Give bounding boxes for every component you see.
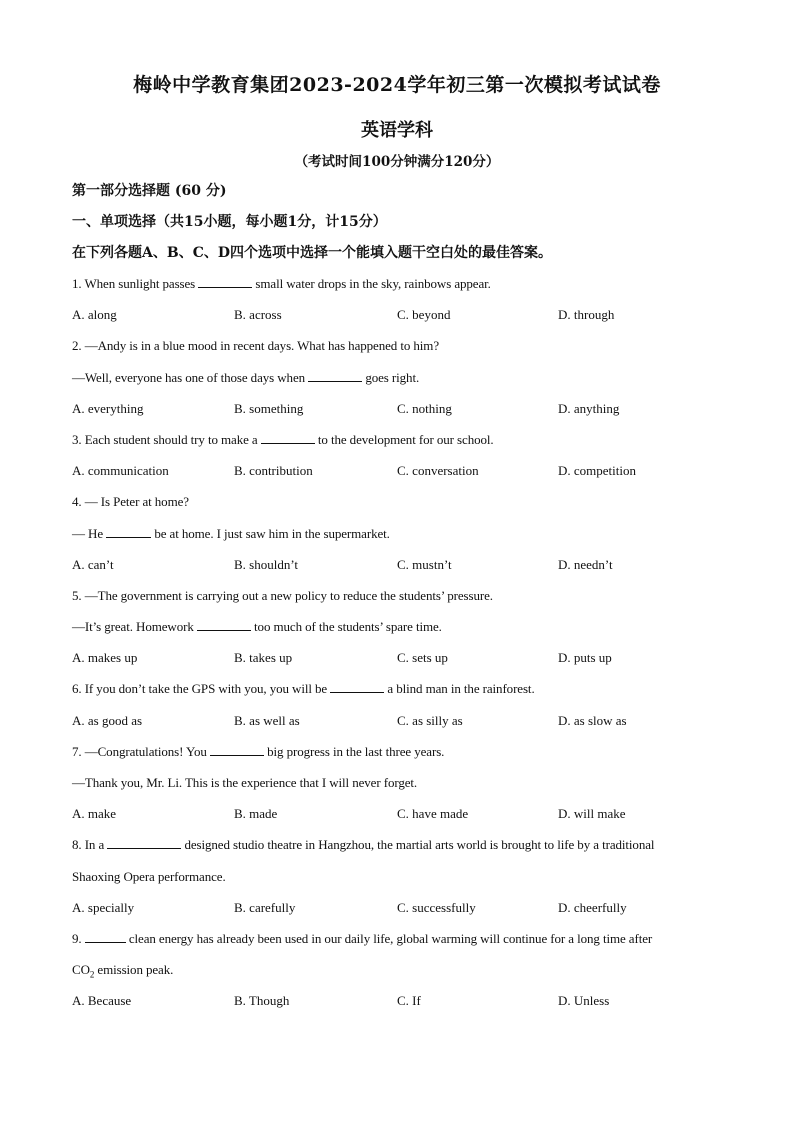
option-b[interactable]: B. shouldn’t — [234, 556, 299, 572]
question-2-response — [72, 368, 722, 399]
option-b[interactable]: B. as well as — [234, 712, 300, 728]
option-d[interactable]: D. Unless — [558, 993, 610, 1009]
stem-text: 3. Each student should try to make a — [72, 431, 261, 447]
option-d[interactable]: D. competition — [558, 463, 636, 479]
stem-text: too much of the students’ spare time. — [250, 619, 442, 635]
option-a[interactable]: A. communication — [72, 463, 169, 479]
question-2-stem: 2. —Andy is in a blue mood in recent days. What has happened to him? — [72, 338, 439, 354]
option-a[interactable]: A. along — [72, 307, 117, 323]
question-8-stem — [72, 835, 722, 866]
answer-blank — [107, 836, 181, 849]
stem-text: emission peak. — [94, 962, 174, 978]
question-5-options — [72, 648, 722, 679]
option-d[interactable]: D. anything — [558, 400, 620, 416]
stem-text: to the development for our school. — [314, 431, 494, 447]
question-4-stem: 4. — Is Peter at home? — [72, 494, 189, 510]
question-5-stem: 5. —The government is carrying out a new policy to reduce the students’ pressure. — [72, 587, 493, 603]
option-a[interactable]: A. makes up — [72, 650, 138, 666]
option-b[interactable]: B. carefully — [234, 899, 296, 915]
option-b[interactable]: B. made — [234, 806, 278, 822]
answer-blank — [85, 930, 126, 943]
stem-text: goes right. — [362, 369, 420, 385]
option-c[interactable]: C. sets up — [397, 650, 448, 666]
question-9-stem — [72, 929, 722, 960]
answer-blank — [210, 743, 264, 756]
option-a[interactable]: A. make — [72, 806, 117, 822]
question-4-response — [72, 524, 722, 555]
option-d[interactable]: D. puts up — [558, 650, 612, 666]
question-2-options — [72, 399, 722, 430]
option-a[interactable]: A. Because — [72, 993, 132, 1009]
option-c[interactable]: C. If — [397, 993, 421, 1009]
option-b[interactable]: B. Though — [234, 993, 290, 1009]
question-7-response: —Thank you, Mr. Li. This is the experience that I will never forget. — [72, 775, 418, 790]
option-a[interactable]: A. everything — [72, 400, 144, 416]
option-a[interactable]: A. can’t — [72, 556, 114, 572]
stem-text: clean energy has already been used in our daily life, global warming will continue for a long time after — [125, 930, 653, 946]
stem-text: —It’s great. Homework — [72, 619, 197, 635]
option-b[interactable]: B. takes up — [234, 650, 293, 666]
stem-text: a blind man in the rainforest. — [384, 681, 535, 697]
exam-content — [72, 181, 722, 1023]
section-heading: 一、单项选择（共15小题，每小题1分，计15分） — [72, 214, 387, 230]
answer-blank — [261, 431, 315, 444]
option-c[interactable]: C. mustn’t — [397, 556, 452, 572]
question-5-response — [72, 617, 722, 648]
stem-text: CO — [72, 962, 90, 978]
stem-text: designed studio theatre in Hangzhou, the martial arts world is brought to life by a traditional — [181, 837, 655, 853]
subscript-text: 2 — [89, 969, 95, 980]
question-1-stem — [72, 274, 722, 305]
option-c[interactable]: C. beyond — [397, 307, 451, 323]
answer-blank — [106, 525, 151, 538]
stem-text: be at home. I just saw him in the supermarket. — [151, 525, 390, 541]
option-c[interactable]: C. conversation — [397, 463, 479, 479]
exam-meta: （考试时间100分钟满分120分） — [294, 154, 500, 170]
option-d[interactable]: D. through — [558, 307, 615, 323]
question-8-options — [72, 898, 722, 929]
option-c[interactable]: C. have made — [397, 806, 469, 822]
option-c[interactable]: C. as silly as — [397, 712, 463, 728]
question-7-stem — [72, 742, 722, 773]
question-9-stem-cont — [72, 960, 722, 991]
option-a[interactable]: A. specially — [72, 899, 135, 915]
option-b[interactable]: B. across — [234, 307, 282, 323]
question-8-stem-cont: Shaoxing Opera performance. — [72, 868, 226, 884]
question-6-options — [72, 711, 722, 742]
question-1-options — [72, 305, 722, 336]
option-d[interactable]: D. needn’t — [558, 556, 613, 572]
answer-blank — [198, 275, 252, 288]
option-a[interactable]: A. as good as — [72, 712, 143, 728]
part-heading: 第一部分选择题 (60 分) — [72, 183, 227, 199]
stem-text: 1. When sunlight passes — [72, 276, 199, 291]
answer-blank — [308, 369, 362, 382]
answer-blank — [197, 618, 251, 631]
stem-text: small water drops in the sky, rainbows appear. — [252, 276, 491, 291]
stem-text: — He — [72, 525, 107, 541]
option-d[interactable]: D. cheerfully — [558, 899, 627, 915]
stem-text: 9. — [72, 930, 85, 946]
stem-text: 8. In a — [72, 837, 108, 853]
question-4-options — [72, 555, 722, 586]
stem-text: —Well, everyone has one of those days when — [72, 369, 309, 385]
answer-blank — [330, 680, 384, 693]
question-3-stem — [72, 430, 722, 461]
section-instruction: 在下列各题A、B、C、D四个选项中选择一个能填入题干空白处的最佳答案。 — [72, 245, 552, 261]
stem-text: 6. If you don’t take the GPS with you, you will be — [72, 681, 331, 697]
exam-title: 梅岭中学教育集团2023-2024学年初三第一次模拟考试试卷 — [133, 74, 661, 96]
option-c[interactable]: C. successfully — [397, 899, 476, 915]
stem-text: 7. —Congratulations! You — [72, 743, 210, 759]
option-b[interactable]: B. something — [234, 400, 304, 416]
exam-subject: 英语学科 — [361, 120, 433, 141]
option-d[interactable]: D. will make — [558, 806, 626, 822]
option-b[interactable]: B. contribution — [234, 463, 313, 479]
question-3-options — [72, 461, 722, 492]
question-7-options — [72, 804, 722, 835]
stem-text: big progress in the last three years. — [263, 743, 445, 759]
question-6-stem — [72, 679, 722, 710]
option-d[interactable]: D. as slow as — [558, 712, 627, 728]
question-9-options — [72, 991, 722, 1022]
option-c[interactable]: C. nothing — [397, 400, 452, 416]
